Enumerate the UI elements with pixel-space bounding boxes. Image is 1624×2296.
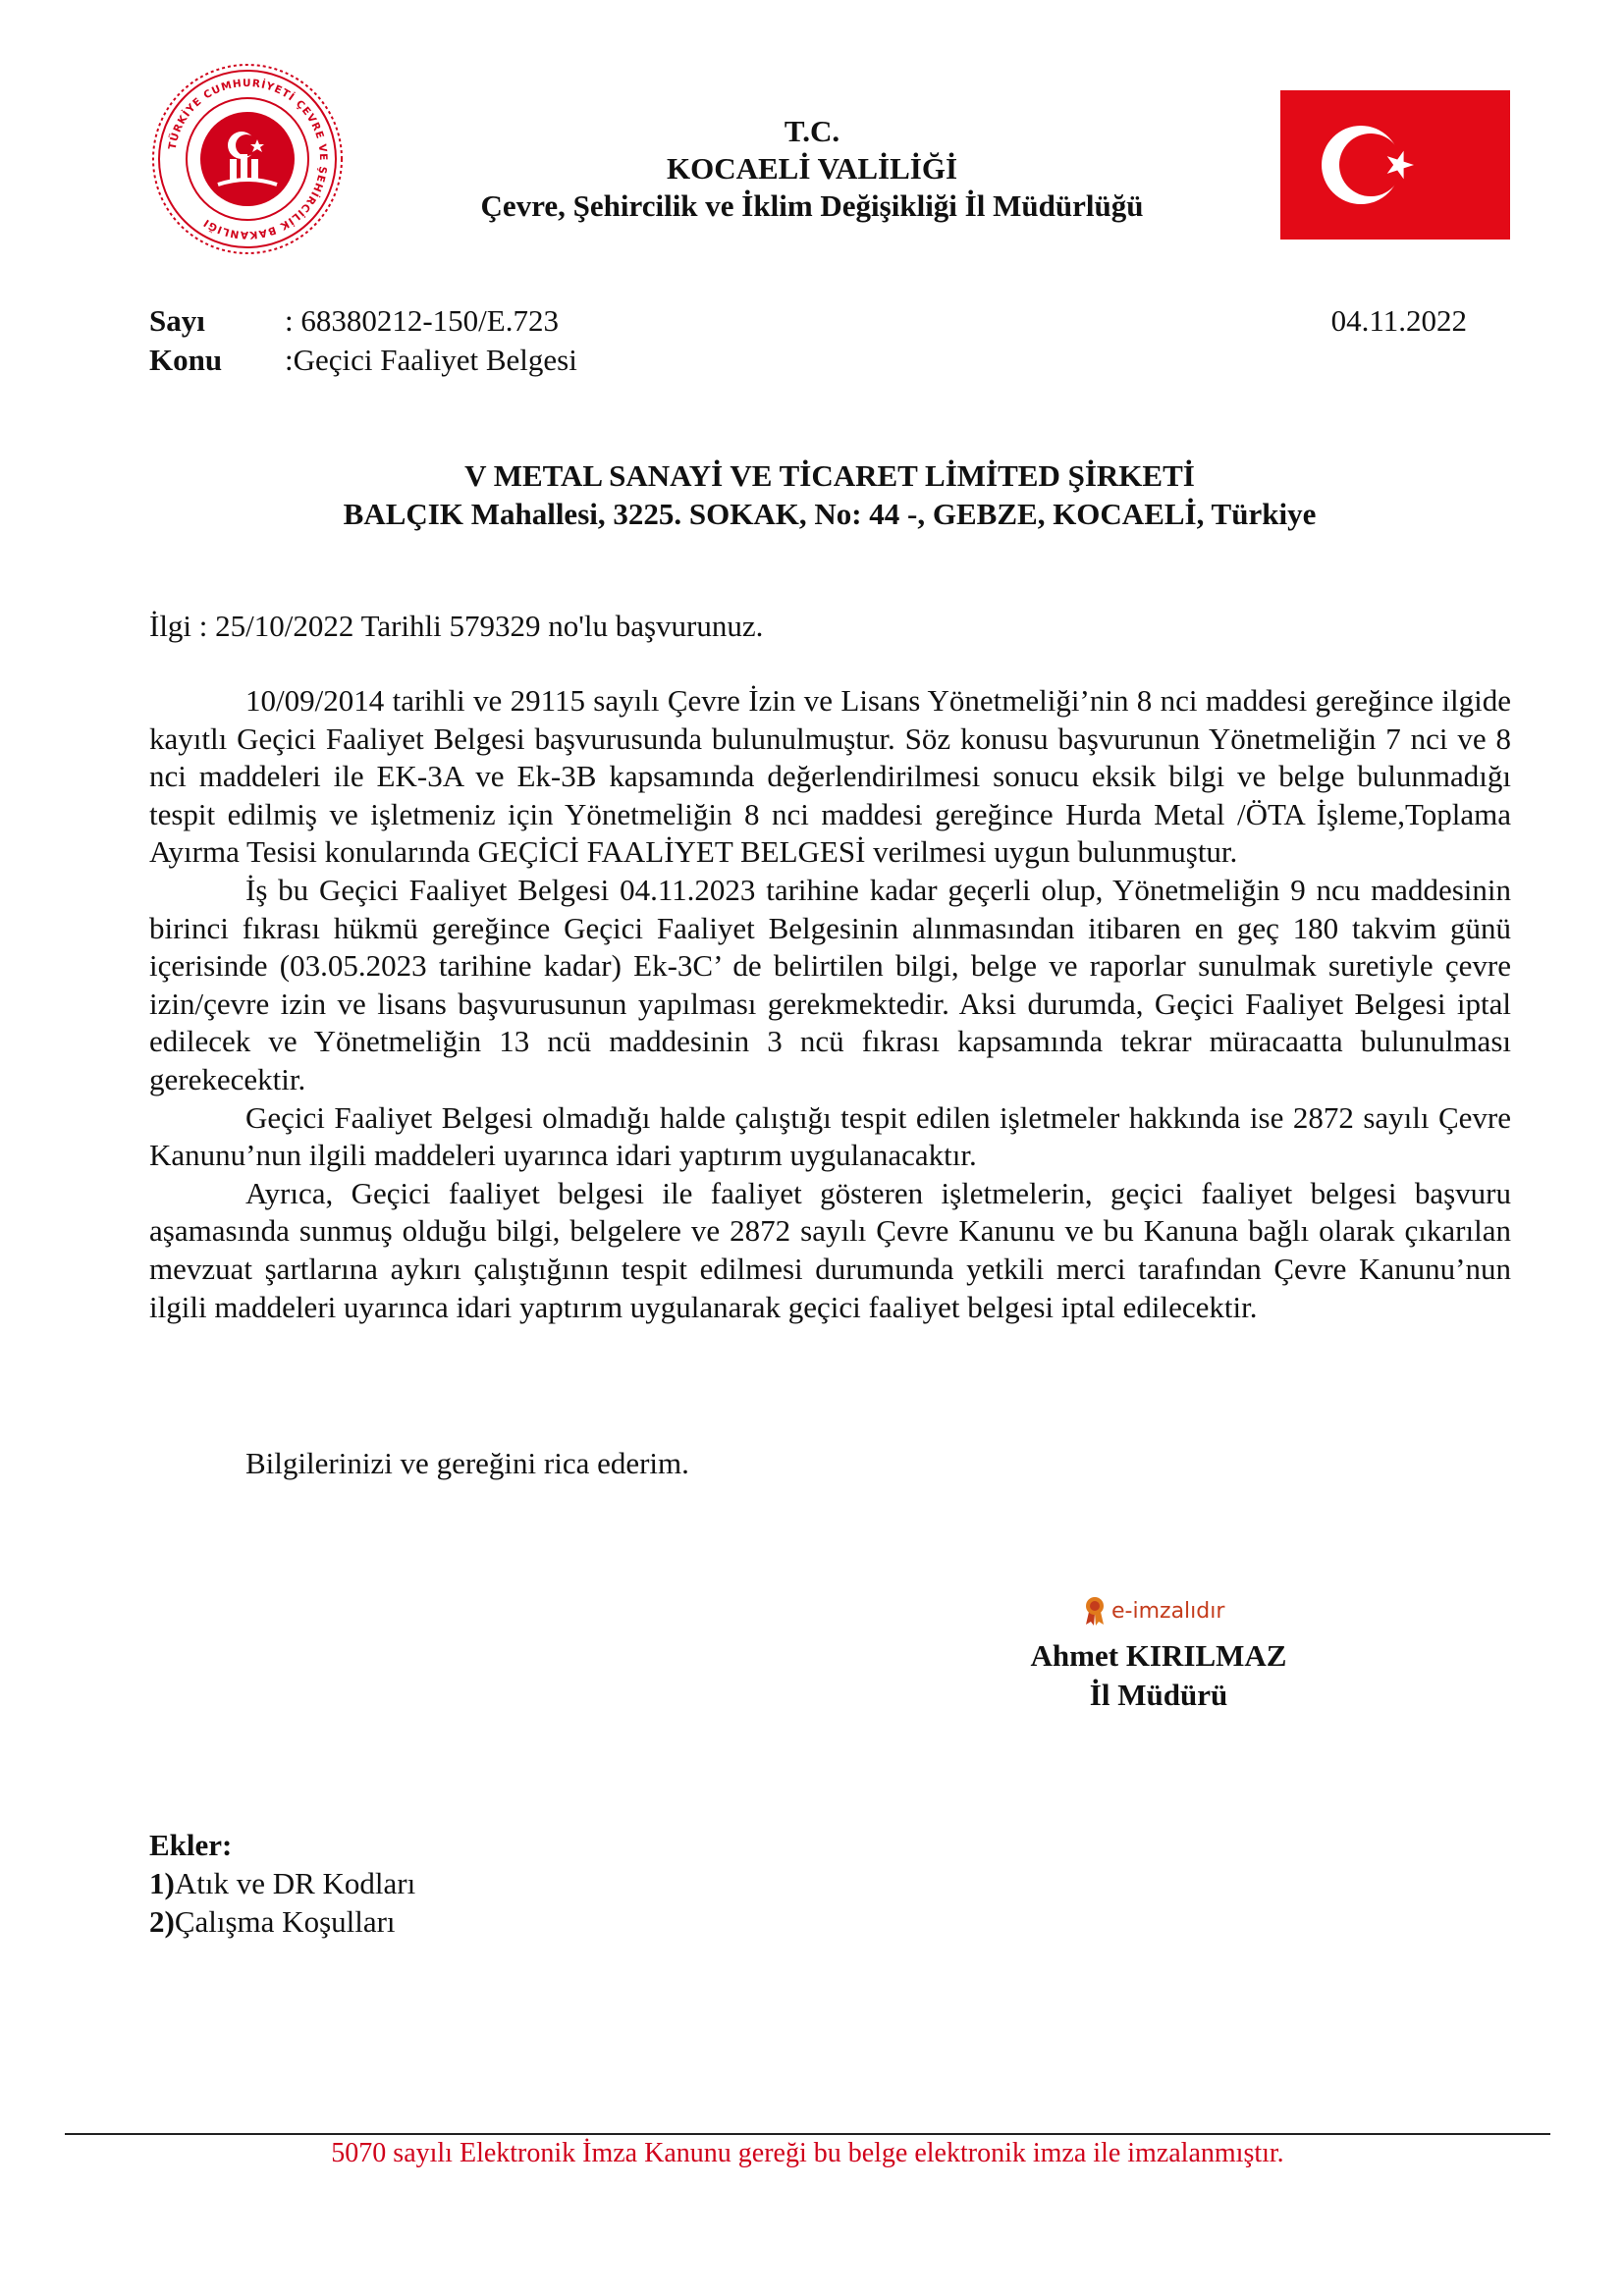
e-signature-label: e-imzalıdır bbox=[1111, 1598, 1225, 1624]
attachment-number: 2) bbox=[149, 1904, 175, 1939]
header-governorship: KOCAELİ VALİLİĞİ bbox=[666, 151, 958, 186]
attachment-text: Çalışma Koşulları bbox=[174, 1904, 396, 1939]
attachment-item bbox=[149, 1902, 415, 1941]
attachment-item bbox=[149, 1864, 415, 1902]
reference-line: İlgi : 25/10/2022 Tarihli 579329 no'lu başvurunuz. bbox=[149, 609, 764, 643]
award-ribbon-icon bbox=[1084, 1596, 1106, 1626]
signer-title: İl Müdürü bbox=[1089, 1678, 1228, 1712]
attachment-number: 1) bbox=[149, 1866, 175, 1900]
closing-line: Bilgilerinizi ve gereğini rica ederim. bbox=[245, 1446, 689, 1480]
addressee-name: V METAL SANAYİ VE TİCARET LİMİTED ŞİRKETİ bbox=[464, 458, 1195, 493]
seal-ring-text: TÜRKİYE CUMHURİYETİ ÇEVRE VE ŞEHİRCİLİK BAKANLIĞI bbox=[166, 77, 330, 241]
sayi-label: Sayı bbox=[149, 303, 205, 338]
addressee-address: BALÇIK Mahallesi, 3225. SOKAK, No: 44 -, GEBZE, KOCAELİ, Türkiye bbox=[343, 497, 1317, 531]
addressee-block bbox=[147, 456, 1512, 533]
e-signature-badge bbox=[1084, 1596, 1224, 1626]
konu-label: Konu bbox=[149, 343, 223, 377]
footer-divider bbox=[65, 2133, 1550, 2135]
header-directorate: Çevre, Şehircilik ve İklim Değişikliği İl Müdürlüğü bbox=[480, 188, 1144, 223]
document-meta bbox=[0, 301, 1624, 390]
signer-name: Ahmet KIRILMAZ bbox=[1030, 1638, 1287, 1673]
institution-header bbox=[295, 113, 1329, 225]
body-paragraph: Geçici Faaliyet Belgesi olmadığı halde çalıştığı tespit edilen işletmeler hakkında ise 2872 sayılı Çevre Kanunu’nun ilgili maddeleri uyarınca idari yaptırım uygulanacaktır. bbox=[149, 1099, 1511, 1173]
body-paragraph: Ayrıca, Geçici faaliyet belgesi ile faaliyet gösteren işletmelerin, geçici faaliyet belgesi başvuru aşamasında sunmuş olduğu bilgi, belgelere ve 2872 sayılı Çevre Kanunu ve bu Kanuna bağlı olarak çıkarılan mevzuat şartlarına aykırı çalıştığının tespit edilmesi durumunda yetkili merci tarafından Çevre Kanunu’nun ilgili maddeleri uyarınca idari yaptırım uygulanarak geçici faaliyet belgesi iptal edilecektir. bbox=[149, 1175, 1511, 1324]
body-paragraph: İş bu Geçici Faaliyet Belgesi 04.11.2023 tarihine kadar geçerli olup, Yönetmeliğin 9 ncu maddesinin birinci fıkrası hükmü gereğince Geçici Faaliyet Belgesinin alınmasından itibaren en geç 180 takvim günü içerisinde (03.05.2023 tarihine kadar) Ek-3C’ de belirtilen bilgi, belge ve raporlar sunulmak suretiyle çevre izin/çevre izin ve lisans başvurusunun yapılması gerekmektedir. Aksi durumda, Geçici Faaliyet Belgesi iptal edilecek ve Yönetmeliğin 13 ncü maddesinin 3 ncü fıkrası kapsamında tekrar müracaatta bulunulması gerekecektir. bbox=[149, 872, 1511, 1096]
document-date: 04.11.2022 bbox=[1330, 303, 1467, 338]
attachments-block bbox=[149, 1826, 415, 1941]
letter-body bbox=[149, 682, 1511, 1326]
body-paragraph: 10/09/2014 tarihli ve 29115 sayılı Çevre İzin ve Lisans Yönetmeliği’nin 8 nci maddesi gereğince ilgide kayıtlı Geçici Faaliyet Belgesi başvurusunda bulunulmuştur. Söz konusu başvurunun Yönetmeliğin 7 nci ve 8 nci maddeleri ile EK-3A ve Ek-3B kapsamında değerlendirilmesi sonucu eksik bilgi ve belge bulunmadığı tespit edilmiş ve işletmeniz için Yönetmeliğin 8 nci maddesi gereğince Hurda Metal /ÖTA İşleme,Toplama Ayırma Tesisi konularında GEÇİCİ FAALİYET BELGESİ verilmesi uygun bulunmuştur. bbox=[149, 683, 1511, 870]
attachment-text: Atık ve DR Kodları bbox=[174, 1866, 416, 1900]
header-tc: T.C. bbox=[784, 114, 840, 148]
sayi-value: : 68380212-150/E.723 bbox=[285, 303, 559, 338]
footer-notice: 5070 sayılı Elektronik İmza Kanunu gereği bu belge elektronik imza ile imzalanmıştır. bbox=[331, 2138, 1284, 2168]
turkish-flag-icon bbox=[1280, 90, 1510, 240]
attachments-title: Ekler: bbox=[149, 1828, 233, 1862]
konu-value: :Geçici Faaliyet Belgesi bbox=[285, 343, 577, 377]
signer-block bbox=[982, 1636, 1335, 1715]
